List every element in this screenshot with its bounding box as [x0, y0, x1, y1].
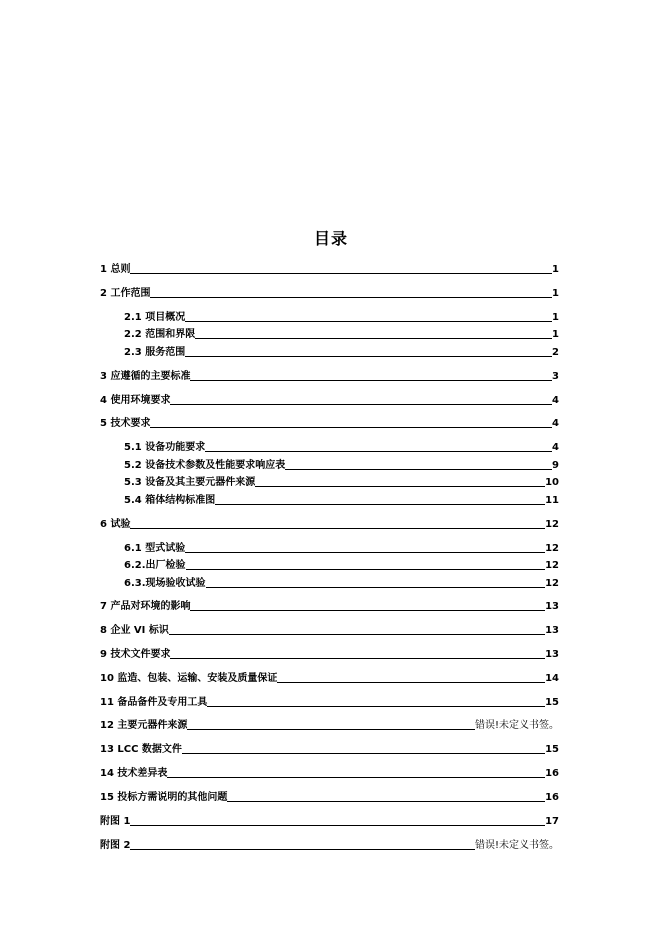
toc-entry-page: 13	[545, 625, 559, 636]
toc-entry[interactable]	[100, 718, 559, 732]
toc-entry-page: 1	[552, 312, 559, 323]
toc-entry-label: 5.3 设备及其主要元器件来源	[124, 477, 256, 488]
toc-entry-label: 附图 2	[100, 840, 131, 851]
toc-entry-label: 1 总则	[100, 264, 131, 275]
toc-entry[interactable]	[100, 623, 559, 637]
page-title: 目录	[313, 229, 348, 248]
toc-entry-label: 10 监造、包装、运输、安装及质量保证	[100, 673, 278, 684]
toc-leader	[190, 610, 545, 611]
toc-leader	[130, 849, 475, 850]
toc-entry-page: 12	[545, 578, 559, 589]
toc-entry-label: 14 技术差异表	[100, 768, 168, 779]
toc-leader	[150, 427, 552, 428]
toc-entry-page: 13	[545, 649, 559, 660]
toc-leader	[186, 569, 546, 570]
toc-entry[interactable]	[100, 814, 559, 828]
toc-entry[interactable]	[100, 369, 559, 383]
toc-entry-label: 2 工作范围	[100, 288, 151, 299]
toc-entry-page: 15	[545, 697, 559, 708]
toc-leader	[185, 552, 545, 553]
toc-entry-label: 2.2 范围和界限	[124, 329, 196, 340]
toc-leader	[206, 587, 546, 588]
toc-entry-page: 16	[545, 792, 559, 803]
toc-entry-page: 12	[545, 519, 559, 530]
toc-leader	[190, 380, 552, 381]
toc-entry[interactable]	[100, 393, 559, 407]
toc-leader	[170, 658, 545, 659]
toc-entry-label: 6 试验	[100, 519, 131, 530]
toc-entry[interactable]	[124, 541, 559, 555]
toc-entry-label: 6.3.现场验收试验	[124, 578, 206, 589]
toc-leader	[130, 273, 552, 274]
toc-leader	[215, 504, 545, 505]
toc-leader	[205, 451, 552, 452]
toc-entry-label: 5.2 设备技术参数及性能要求响应表	[124, 460, 286, 471]
toc-entry-page: 12	[545, 543, 559, 554]
toc-leader	[130, 528, 545, 529]
toc-entry-label: 13 LCC 数据文件	[100, 744, 182, 755]
toc-entry-page: 1	[552, 264, 559, 275]
toc-leader	[285, 469, 552, 470]
toc-leader	[150, 297, 552, 298]
toc-entry-page: 3	[552, 371, 559, 382]
toc-entry[interactable]	[100, 766, 559, 780]
toc-entry-label: 11 备品备件及专用工具	[100, 697, 208, 708]
toc-entry-page: 9	[552, 460, 559, 471]
toc-entry-label: 4 使用环境要求	[100, 395, 171, 406]
toc-leader	[167, 777, 545, 778]
toc-entry[interactable]	[124, 458, 559, 472]
toc-entry-label: 附图 1	[100, 816, 131, 827]
toc-leader	[227, 801, 545, 802]
toc-entry-page: 15	[545, 744, 559, 755]
toc-entry-page: 1	[552, 288, 559, 299]
toc-entry[interactable]	[100, 517, 559, 531]
toc-entry-page: 1	[552, 329, 559, 340]
toc-leader	[170, 404, 552, 405]
toc-leader	[195, 338, 552, 339]
toc-entry-page: 12	[545, 560, 559, 571]
toc-entry[interactable]	[100, 671, 559, 685]
toc-leader	[255, 486, 545, 487]
toc-entry[interactable]	[100, 262, 559, 276]
toc-leader	[277, 682, 545, 683]
toc-leader	[187, 729, 475, 730]
toc-entry[interactable]	[124, 493, 559, 507]
toc-entry[interactable]	[124, 310, 559, 324]
toc-entry-label: 5.1 设备功能要求	[124, 442, 206, 453]
toc-leader	[185, 356, 552, 357]
toc-entry-page: 17	[545, 816, 559, 827]
toc-entry-page: 4	[552, 418, 559, 429]
toc-entry-page: 16	[545, 768, 559, 779]
toc-entry-page-error: 错误!未定义书签。	[474, 720, 559, 731]
toc-entry-label: 2.1 项目概况	[124, 312, 186, 323]
toc-leader	[182, 753, 545, 754]
toc-entry[interactable]	[124, 576, 559, 590]
toc-entry[interactable]	[124, 327, 559, 341]
toc-entry-page: 4	[552, 395, 559, 406]
toc-entry[interactable]	[100, 742, 559, 756]
toc-leader	[130, 825, 545, 826]
toc-leader	[185, 321, 552, 322]
toc-entry-page-error: 错误!未定义书签。	[474, 840, 559, 851]
toc-entry-label: 8 企业 VI 标识	[100, 625, 169, 636]
toc-entry[interactable]	[100, 647, 559, 661]
toc-entry-page: 14	[545, 673, 559, 684]
toc-entry-label: 3 应遵循的主要标准	[100, 371, 191, 382]
toc-entry[interactable]	[100, 416, 559, 430]
toc-entry-page: 4	[552, 442, 559, 453]
toc-entry[interactable]	[124, 345, 559, 359]
toc-entry-page: 11	[545, 495, 559, 506]
toc-entry-label: 5.4 箱体结构标准图	[124, 495, 216, 506]
toc-entry-label: 6.2.出厂检验	[124, 560, 186, 571]
toc-entry-label: 7 产品对环境的影响	[100, 601, 191, 612]
toc-entry-label: 15 投标方需说明的其他问题	[100, 792, 228, 803]
toc-leader	[207, 706, 545, 707]
toc-leader	[169, 634, 545, 635]
toc-entry[interactable]	[100, 695, 559, 709]
toc-entry[interactable]	[100, 790, 559, 804]
toc-entry-label: 2.3 服务范围	[124, 347, 186, 358]
toc-entry-label: 5 技术要求	[100, 418, 151, 429]
toc-entry-page: 2	[552, 347, 559, 358]
toc-entry[interactable]	[124, 440, 559, 454]
toc-entry-page: 10	[545, 477, 559, 488]
toc-entry[interactable]	[100, 286, 559, 300]
toc-entry-label: 9 技术文件要求	[100, 649, 171, 660]
toc-entry-label: 12 主要元器件来源	[100, 720, 188, 731]
toc-entry[interactable]	[124, 475, 559, 489]
toc-entry[interactable]	[100, 599, 559, 613]
toc-entry[interactable]	[124, 558, 559, 572]
toc-entry[interactable]	[100, 838, 559, 852]
toc-entry-label: 6.1 型式试验	[124, 543, 186, 554]
toc-entry-page: 13	[545, 601, 559, 612]
